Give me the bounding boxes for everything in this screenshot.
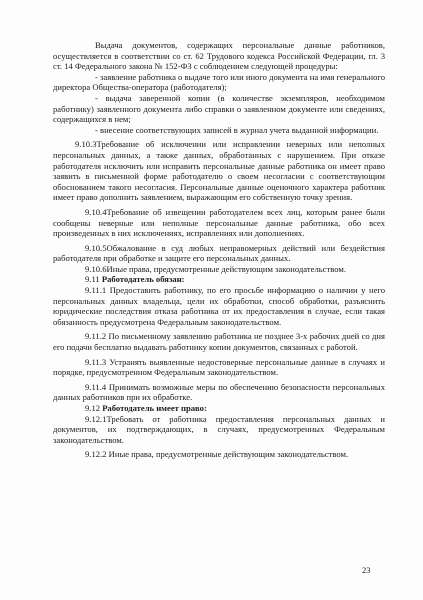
paragraph-9-11-1: 9.11.1 Предоставить работнику, по его просьбе информацию о наличии у него персональных данных владельца, цели их обработки, способ обработки, разъяснить юридические последствия отказа работника от их предоставления в случае, если такая обязанность предусмотрена Федеральным законодательством. [53, 285, 385, 327]
section-heading-9-11 [53, 274, 385, 285]
list-item-certified-copy: - выдача заверенной копии (в количестве экземпляров, необходимом работнику) заявленного документа либо справки о заявленном документе или сведениях, содержащихся в нем; [53, 92, 385, 125]
paragraph-9-12-1: 9.12.1Требовать от работника предоставления персональных данных и документов, их подтверждающих, в случаях, предусмотренных Федеральным законодательством. [53, 413, 385, 445]
paragraph-9-11-2: 9.11.2 По письменному заявлению работника не позднее 3-х рабочих дней со дня его подачи бесплатно выдавать работнику копии документов, связанных с работой. [53, 331, 385, 353]
list-item-application: - заявление работника о выдаче того или иного документа на имя генерального директора Общества-оператора (работодателя); [53, 71, 385, 93]
section-number: 9.12 [85, 403, 103, 413]
document-body [53, 40, 385, 460]
paragraph-9-12-2: 9.12.2 Иные права, предусмотренные действующим законодательством. [85, 449, 349, 460]
paragraph-document-issuance: Выдача документов, содержащих персональные данные работников, осуществляется в соответствии со ст. 62 Трудового кодекса Российской Федерации, гл. 3 ст. 14 Федерального закона № 152-ФЗ с соблюдением следующей процедуры: [53, 40, 385, 72]
paragraph-9-10-3: 9.10.3Требование об исключении или исправлении неверных или неполных персональных данных, а также данных, обработанных с нарушением. При отказе работодателя исключить или исправить персональные данные работника он имеет право заявить в письменной форме работодателю о своем несогласии с соответствующим обоснованием такого несогласия. Персональные данные оценочного характера работник имеет право дополнить заявлением, выражающим его собственную точку зрения. [53, 139, 385, 203]
page-number: 23 [362, 565, 371, 575]
paragraph-9-11-4: 9.11.4 Принимать возможные меры по обеспечению безопасности персональных данных работников при их обработке. [53, 381, 385, 403]
paragraph-9-10-4: 9.10.4Требование об извещении работодателем всех лиц, которым ранее были сообщены неверные или неполные персональные данные работника, обо всех произведенных в них исключениях, исправлениях или дополнениях. [53, 206, 385, 239]
paragraph-9-11-3: 9.11.3 Устранять выявленные недостоверные персональные данные в случаях и порядке, предусмотренном Федеральным законодательством. [53, 356, 385, 378]
paragraph-9-10-6: 9.10.6Иные права, предусмотренные действующим законодательством. [85, 263, 346, 274]
section-number: 9.11 [85, 274, 102, 285]
paragraph-9-10-5: 9.10.5Обжалование в суд любых неправомерных действий или бездействия работодателя при обработке и защите его персональных данных. [53, 242, 385, 264]
list-item-journal-entry: - внесение соответствующих записей в журнал учета выданной информации. [95, 124, 379, 135]
section-title: Работодатель обязан: [101, 274, 185, 285]
section-heading-9-12 [53, 403, 385, 414]
section-title: Работодатель имеет право: [102, 403, 207, 413]
